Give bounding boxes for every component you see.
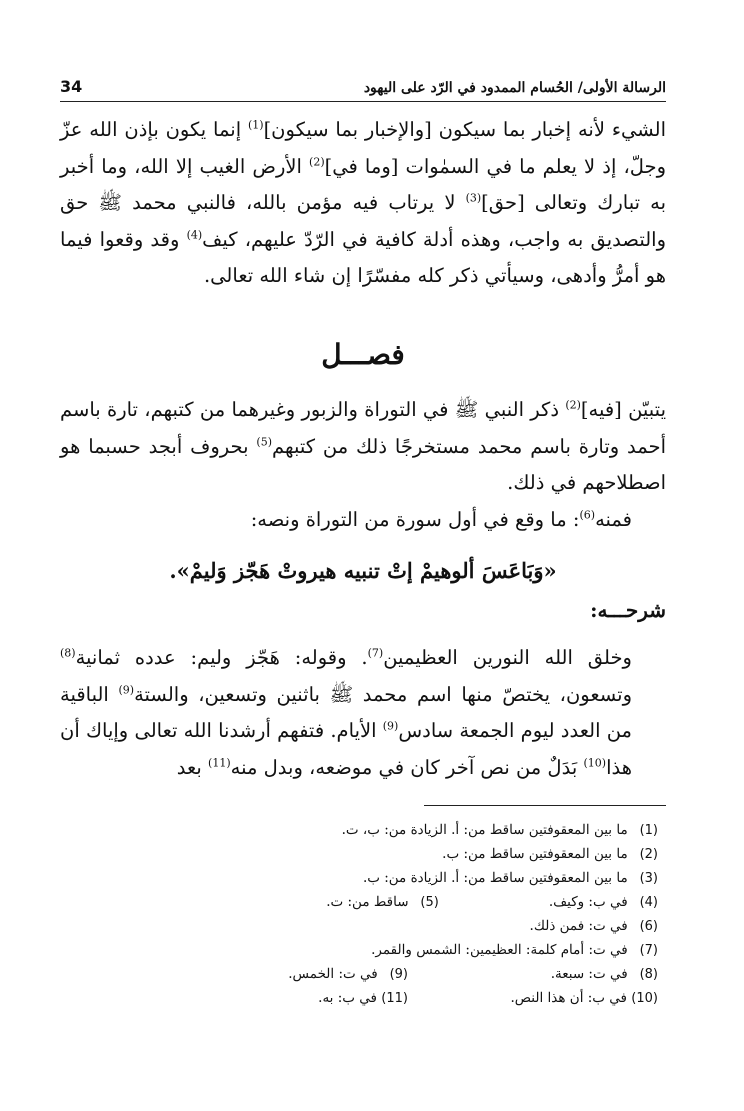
footnote-text: ما بين المعقوفتين ساقط من: أ. الزيادة من: ب، ت. [341,822,628,838]
text-segment: يتبيّن [فيه] [580,398,666,421]
footnote-text: ما بين المعقوفتين ساقط من: أ. الزيادة من: ب. [362,870,628,886]
footnote-number: (6) [639,919,658,934]
footnote-7 [371,938,658,962]
footnote-text: في ب: أن هذا النص. [510,990,627,1006]
footnote-3 [363,866,658,890]
footnote-row [60,866,658,890]
footnote-4 [549,890,658,914]
header-title: الرسالة الأولى/ الحُسام الممدود في الرّد على اليهود [363,80,666,96]
text-segment: بحروف أبجد حسبما هو اصطلاحهم في ذلك. [60,434,666,494]
footnote-6 [530,914,658,938]
page-number: 34 [60,77,83,96]
text-segment: إنما يكون بإذن الله عزّ وجلّ، إذ لا يعلم ما في السمٰوات [وما في] [60,118,667,178]
text-segment: . وقوله: هَجّز وليم: عدده ثمانية [75,646,368,669]
footnote-number: (3) [639,871,658,886]
footnote-ref[interactable]: (3) [465,191,482,205]
paragraph-2 [60,392,666,502]
footnote-row [60,938,658,962]
running-header [60,62,666,96]
footnote-ref[interactable]: (9) [118,683,135,696]
footnote-ref[interactable]: (1) [247,118,264,132]
footnote-10 [408,986,658,1010]
footnote-row [60,818,658,842]
text-segment: وخلق الله النورين العظيمين [383,646,632,669]
text-segment: بَدَلٌ من نص آخر كان في موضعه، وبدل منه [230,755,584,779]
footnote-row [60,842,658,866]
footnote-text: في ت: الخمس. [288,966,378,982]
footnote-5 [326,890,439,914]
paragraph-3 [60,502,666,539]
header-rule [60,101,666,102]
footnote-number: (7) [639,943,658,958]
footnote-separator [424,805,666,806]
footnote-row [60,962,658,986]
footnote-number: (2) [639,847,658,862]
footnote-ref[interactable]: (2) [309,155,325,168]
footnote-11 [318,986,408,1010]
footnote-ref[interactable]: (4) [186,228,203,241]
text-segment: بعد [176,755,209,779]
text-segment: وقد وقعوا فيما هو أمرُّ وأدهى، وسيأتي ذكر كله مفسّرًا إن شاء الله تعالى. [60,227,666,287]
footnote-8 [408,962,658,986]
text-segment: الشيء لأنه إخبار بما سيكون [والإخبار بما سيكون] [263,118,666,141]
footnote-text: في ت: فمن ذلك. [529,918,628,934]
paragraph-2-block [60,392,666,538]
text-segment: وتسعون، يختصّ منها اسم محمد ﷺ باثنين وتسعين، والستة [134,682,633,706]
text-segment: : ما وقع في أول سورة من التوراة ونصه: [250,507,580,531]
text-segment: الأرض الغيب إلا الله، وما أخبر به تبارك وتعالى [حق] [60,154,666,214]
footnote-number: (10) [631,991,658,1006]
footnote-ref[interactable]: (10) [583,756,607,769]
text-segment: فمنه [595,507,632,531]
footnotes [60,818,658,1010]
footnote-row [60,986,658,1010]
commentary-heading: شرحـــه: [590,598,666,622]
paragraph-1 [60,112,666,295]
footnote-text: ساقط من: ت. [326,894,409,910]
section-heading: فصـــل [321,338,405,371]
footnote-text: في ب: به. [318,990,377,1006]
footnote-ref[interactable]: (5) [256,435,272,448]
torah-quote: «وَبَاعَسَ ألوهيمْ إتْ تنبيه هيروتْ هَجّز وَليمْ». [169,558,557,583]
footnote-ref[interactable]: (8) [60,646,76,660]
footnote-text: في ت: سبعة. [550,966,628,982]
footnote-number: (5) [420,895,439,910]
footnote-text: ما بين المعقوفتين ساقط من: ب. [442,846,628,862]
footnote-2 [442,842,658,866]
footnote-number: (1) [639,823,658,838]
footnote-9 [288,962,408,986]
footnote-ref[interactable]: (9) [382,719,399,733]
footnote-ref[interactable]: (7) [367,646,384,660]
footnote-text: في ب: وكيف. [548,894,628,910]
footnote-ref[interactable]: (2) [565,398,581,412]
footnote-ref[interactable]: (6) [579,508,596,521]
footnote-number: (8) [639,967,658,982]
text-segment: ذكر النبي ﷺ في التوراة والزبور وغيرهما من كتبهم، تارة باسم أحمد وتارة باسم محمد مستخرجًا ذلك من كتبهم [60,398,666,458]
footnote-text: في ت: أمام كلمة: العظيمين: الشمس والقمر. [371,942,628,958]
footnote-1 [342,818,658,842]
text-segment: لا يرتاب فيه مؤمن بالله، فالنبي محمد ﷺ حق والتصديق به واجب، وهذه أدلة كافية في الرّدّ عليهم، كيف [60,191,666,251]
footnote-number: (9) [389,967,408,982]
footnote-number: (11) [381,991,408,1006]
text-segment: الباقية من العدد ليوم الجمعة سادس [60,682,632,742]
paragraph-4 [60,640,666,786]
text-segment: الأيام. فتفهم أرشدنا الله تعالى وإياك أن هذا [60,719,632,779]
footnote-row [60,890,658,914]
footnote-number: (4) [639,895,658,910]
footnote-ref[interactable]: (11) [208,756,231,769]
footnote-row [60,914,658,938]
